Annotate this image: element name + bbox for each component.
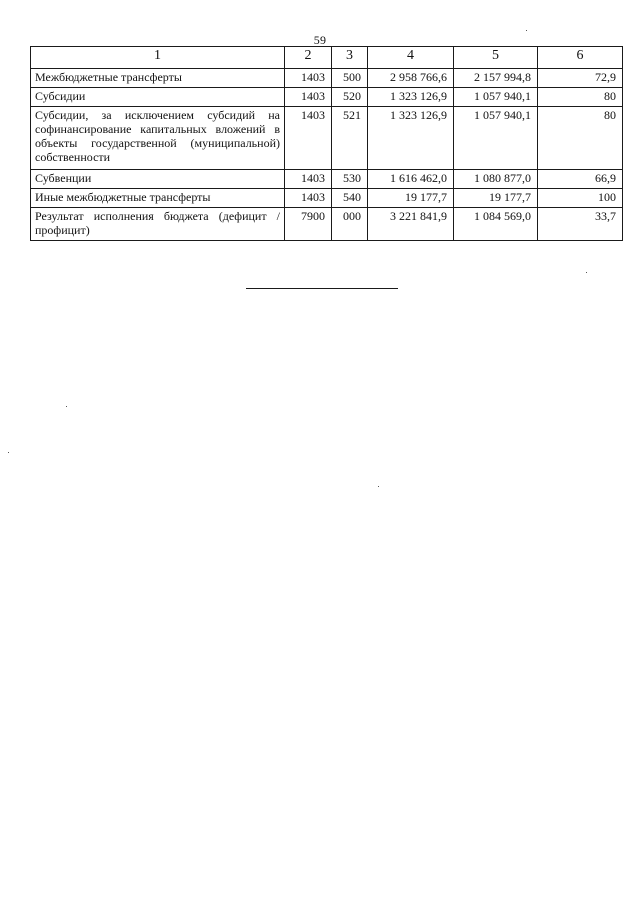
table-row [31, 170, 623, 189]
row-planned-amount: 2 958 766,6 [368, 69, 454, 88]
row-actual-amount: 2 157 994,8 [454, 69, 538, 88]
row-code-section: 1403 [285, 189, 332, 208]
row-actual-amount: 1 080 877,0 [454, 170, 538, 189]
scan-speck [586, 272, 587, 273]
scan-speck [526, 30, 527, 31]
table-row [31, 69, 623, 88]
row-planned-amount: 3 221 841,9 [368, 208, 454, 241]
row-percent: 72,9 [538, 69, 623, 88]
row-percent: 66,9 [538, 170, 623, 189]
row-name: Субсидии [31, 88, 285, 107]
table-row [31, 88, 623, 107]
column-header-4: 4 [368, 47, 454, 69]
column-header-5: 5 [454, 47, 538, 69]
row-code-section: 1403 [285, 170, 332, 189]
row-name: Результат исполнения бюджета (дефицит / профицит) [31, 208, 285, 241]
row-percent: 80 [538, 107, 623, 170]
row-actual-amount: 1 057 940,1 [454, 107, 538, 170]
column-header-6: 6 [538, 47, 623, 69]
row-percent: 80 [538, 88, 623, 107]
row-code-type: 540 [332, 189, 368, 208]
row-code-section: 1403 [285, 88, 332, 107]
row-actual-amount: 19 177,7 [454, 189, 538, 208]
table-row [31, 189, 623, 208]
budget-table [30, 46, 623, 241]
row-code-type: 520 [332, 88, 368, 107]
row-percent: 100 [538, 189, 623, 208]
column-header-2: 2 [285, 47, 332, 69]
row-name: Иные межбюджетные трансферты [31, 189, 285, 208]
row-actual-amount: 1 084 569,0 [454, 208, 538, 241]
row-code-section: 1403 [285, 69, 332, 88]
table-row [31, 107, 623, 170]
row-code-type: 521 [332, 107, 368, 170]
row-percent: 33,7 [538, 208, 623, 241]
table-row [31, 208, 623, 241]
row-planned-amount: 1 323 126,9 [368, 88, 454, 107]
row-name: Межбюджетные трансферты [31, 69, 285, 88]
scan-speck [8, 452, 9, 453]
page-number: 59 [313, 33, 327, 47]
row-code-type: 000 [332, 208, 368, 241]
column-header-3: 3 [332, 47, 368, 69]
row-actual-amount: 1 057 940,1 [454, 88, 538, 107]
end-divider [246, 288, 398, 289]
row-name: Субсидии, за исключением субсидий на софинансирование капитальных вложений в объекты государственной (муниципальной) собственности [31, 107, 285, 170]
table-header-row [31, 47, 623, 69]
column-header-1: 1 [31, 47, 285, 69]
scan-speck [378, 486, 379, 487]
row-planned-amount: 1 323 126,9 [368, 107, 454, 170]
row-code-section: 1403 [285, 107, 332, 170]
scan-speck [66, 406, 67, 407]
row-name: Субвенции [31, 170, 285, 189]
row-code-section: 7900 [285, 208, 332, 241]
row-code-type: 530 [332, 170, 368, 189]
row-planned-amount: 19 177,7 [368, 189, 454, 208]
row-planned-amount: 1 616 462,0 [368, 170, 454, 189]
row-code-type: 500 [332, 69, 368, 88]
